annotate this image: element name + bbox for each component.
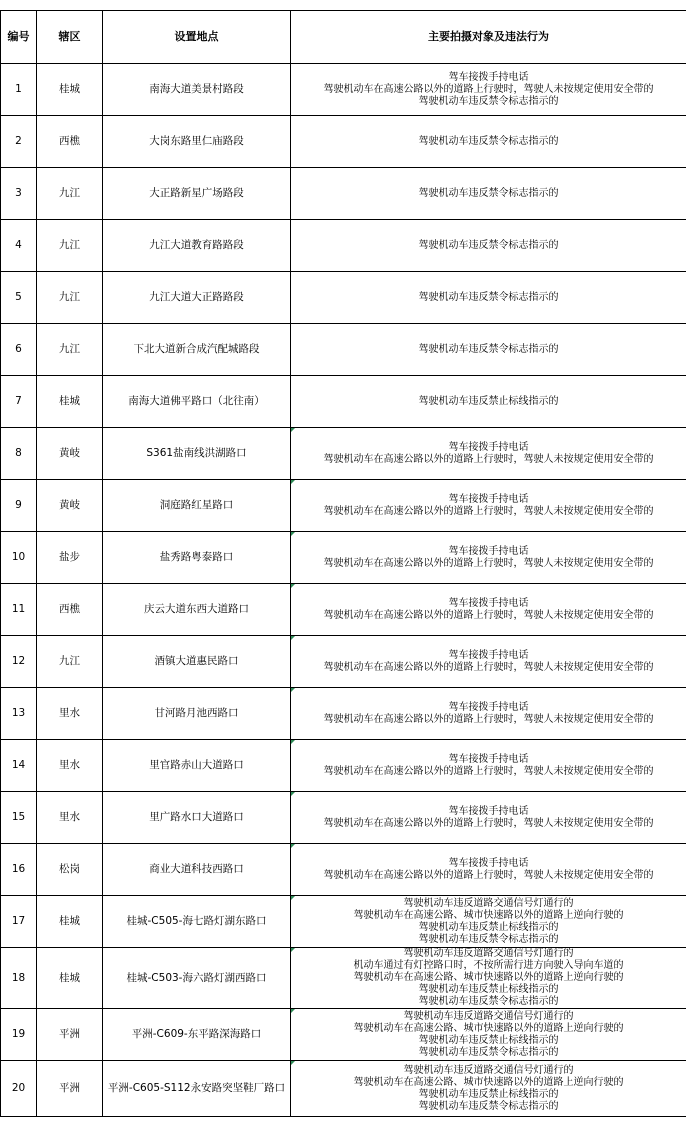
behavior-line: 驾驶机动车在高速公路以外的道路上行驶时，驾驶人未按规定使用安全带的 [323, 609, 654, 621]
behavior-line: 驾驶机动车违反禁令标志指示的 [418, 135, 559, 147]
behavior-line: 驾驶机动车违反禁止标线指示的 [418, 1088, 559, 1100]
cell-behavior [291, 168, 686, 220]
cell-behavior [291, 1061, 686, 1117]
cell-location: 里广路水口大道路口 [103, 792, 291, 844]
cell-location: 盐秀路粤泰路口 [103, 532, 291, 584]
table-row [1, 740, 686, 792]
cell-location: 甘河路月池西路口 [103, 688, 291, 740]
behavior-line: 驾驶机动车在高速公路以外的道路上行驶时，驾驶人未按规定使用安全带的 [323, 83, 654, 95]
behavior-line: 驾驶机动车在高速公路以外的道路上行驶时，驾驶人未按规定使用安全带的 [323, 453, 654, 465]
behavior-line: 驾车接拨手持电话 [448, 701, 529, 713]
cell-no: 13 [1, 688, 37, 740]
behavior-line: 驾车接拨手持电话 [448, 545, 529, 557]
behavior-line: 驾驶机动车违反禁令标志指示的 [418, 343, 559, 355]
behavior-line: 驾驶机动车在高速公路、城市快速路以外的道路上逆向行驶的 [353, 909, 624, 921]
cell-behavior [291, 1009, 686, 1061]
cell-no: 20 [1, 1061, 37, 1117]
table-row [1, 688, 686, 740]
behavior-line: 驾车接拨手持电话 [448, 857, 529, 869]
cell-no: 16 [1, 844, 37, 896]
behavior-line: 驾驶机动车在高速公路以外的道路上行驶时，驾驶人未按规定使用安全带的 [323, 765, 654, 777]
behavior-line: 驾车接拨手持电话 [448, 805, 529, 817]
behavior-line: 驾车接拨手持电话 [448, 597, 529, 609]
table-row [1, 480, 686, 532]
cell-behavior [291, 64, 686, 116]
table-row [1, 844, 686, 896]
table-header-row [1, 11, 686, 64]
behavior-line: 驾驶机动车违反禁令标志指示的 [418, 1100, 559, 1112]
behavior-line: 驾驶机动车在高速公路以外的道路上行驶时，驾驶人未按规定使用安全带的 [323, 661, 654, 673]
behavior-line: 驾驶机动车违反禁令标志指示的 [418, 996, 559, 1007]
cell-area: 平洲 [37, 1061, 103, 1117]
cell-area: 九江 [37, 220, 103, 272]
table-row [1, 428, 686, 480]
table-row [1, 168, 686, 220]
cell-no: 5 [1, 272, 37, 324]
table-row [1, 584, 686, 636]
cell-area: 盐步 [37, 532, 103, 584]
cell-behavior [291, 480, 686, 532]
table-row [1, 324, 686, 376]
cell-behavior [291, 220, 686, 272]
cell-location: 商业大道科技西路口 [103, 844, 291, 896]
behavior-line: 驾车接拨手持电话 [448, 493, 529, 505]
behavior-line: 驾驶机动车在高速公路、城市快速路以外的道路上逆向行驶的 [353, 1022, 624, 1034]
cell-area: 西樵 [37, 584, 103, 636]
cell-location: 大正路新星广场路段 [103, 168, 291, 220]
behavior-line: 驾驶机动车违反道路交通信号灯通行的 [403, 1064, 574, 1076]
header-no: 编号 [1, 11, 37, 64]
behavior-line: 驾驶机动车违反禁令标志指示的 [418, 1046, 559, 1058]
cell-location: 桂城-C505-海七路灯湖东路口 [103, 896, 291, 948]
table-row [1, 532, 686, 584]
behavior-line: 驾驶机动车在高速公路、城市快速路以外的道路上逆向行驶的 [353, 1076, 624, 1088]
table-row [1, 220, 686, 272]
cell-no: 1 [1, 64, 37, 116]
cell-no: 4 [1, 220, 37, 272]
cell-location: 洞庭路红星路口 [103, 480, 291, 532]
cell-area: 九江 [37, 324, 103, 376]
behavior-line: 驾驶机动车违反禁止标线指示的 [418, 395, 559, 407]
header-behavior: 主要拍摄对象及违法行为 [291, 11, 686, 64]
cell-location: 庆云大道东西大道路口 [103, 584, 291, 636]
cell-no: 7 [1, 376, 37, 428]
cell-no: 3 [1, 168, 37, 220]
cell-no: 9 [1, 480, 37, 532]
behavior-line: 驾驶机动车违反禁止标线指示的 [418, 921, 559, 933]
table-row [1, 896, 686, 948]
cell-behavior [291, 896, 686, 948]
cell-behavior [291, 376, 686, 428]
cell-area: 里水 [37, 740, 103, 792]
behavior-line: 驾驶机动车在高速公路以外的道路上行驶时，驾驶人未按规定使用安全带的 [323, 505, 654, 517]
table-row [1, 376, 686, 428]
cell-area: 里水 [37, 792, 103, 844]
cell-location: 里官路赤山大道路口 [103, 740, 291, 792]
table-row [1, 116, 686, 168]
cell-area: 黄岐 [37, 480, 103, 532]
cell-location: 下北大道新合成汽配城路段 [103, 324, 291, 376]
cell-area: 黄岐 [37, 428, 103, 480]
cell-behavior [291, 324, 686, 376]
cell-area: 平洲 [37, 1009, 103, 1061]
behavior-line: 驾驶机动车违反禁令标志指示的 [418, 95, 559, 107]
cell-no: 14 [1, 740, 37, 792]
cell-area: 桂城 [37, 948, 103, 1009]
header-area: 辖区 [37, 11, 103, 64]
cell-location: 九江大道教育路路段 [103, 220, 291, 272]
header-location: 设置地点 [103, 11, 291, 64]
cell-location: 大岗东路里仁庙路段 [103, 116, 291, 168]
cell-behavior [291, 844, 686, 896]
behavior-line: 驾驶机动车违反禁令标志指示的 [418, 187, 559, 199]
cell-behavior [291, 428, 686, 480]
table-row [1, 1009, 686, 1061]
behavior-line: 驾驶机动车违反禁止标线指示的 [418, 1034, 559, 1046]
behavior-line: 驾车接拨手持电话 [448, 753, 529, 765]
behavior-line: 驾驶机动车违反禁令标志指示的 [418, 291, 559, 303]
behavior-line: 驾驶机动车违反禁止标线指示的 [418, 984, 559, 995]
cell-location: 桂城-C503-海六路灯湖西路口 [103, 948, 291, 1009]
behavior-line: 驾驶机动车在高速公路以外的道路上行驶时，驾驶人未按规定使用安全带的 [323, 713, 654, 725]
cell-no: 17 [1, 896, 37, 948]
behavior-line: 驾车接拨手持电话 [448, 441, 529, 453]
cell-area: 里水 [37, 688, 103, 740]
behavior-line: 驾驶机动车在高速公路以外的道路上行驶时，驾驶人未按规定使用安全带的 [323, 869, 654, 881]
table-row [1, 272, 686, 324]
behavior-line: 驾驶机动车在高速公路以外的道路上行驶时，驾驶人未按规定使用安全带的 [323, 557, 654, 569]
behavior-line: 驾车接拨手持电话 [448, 71, 529, 83]
cell-behavior [291, 584, 686, 636]
cell-behavior [291, 688, 686, 740]
cell-behavior [291, 740, 686, 792]
cell-behavior [291, 948, 686, 1009]
cell-behavior [291, 792, 686, 844]
behavior-line: 驾驶机动车违反禁令标志指示的 [418, 933, 559, 945]
cell-area: 九江 [37, 168, 103, 220]
cell-area: 西樵 [37, 116, 103, 168]
table-row [1, 1061, 686, 1117]
cell-location: S361盐南线洪湖路口 [103, 428, 291, 480]
cell-area: 九江 [37, 272, 103, 324]
behavior-line: 驾驶机动车违反道路交通信号灯通行的 [403, 897, 574, 909]
camera-locations-table [0, 10, 686, 1117]
cell-no: 18 [1, 948, 37, 1009]
cell-no: 2 [1, 116, 37, 168]
cell-area: 桂城 [37, 896, 103, 948]
behavior-line: 驾驶机动车在高速公路以外的道路上行驶时，驾驶人未按规定使用安全带的 [323, 817, 654, 829]
cell-location: 平洲-C605-S112永安路突坚鞋厂路口 [103, 1061, 291, 1117]
cell-location: 南海大道佛平路口（北往南） [103, 376, 291, 428]
cell-no: 11 [1, 584, 37, 636]
cell-no: 8 [1, 428, 37, 480]
cell-no: 15 [1, 792, 37, 844]
behavior-line: 驾车接拨手持电话 [448, 649, 529, 661]
behavior-line: 驾驶机动车在高速公路、城市快速路以外的道路上逆向行驶的 [353, 972, 624, 983]
cell-behavior [291, 636, 686, 688]
table-row [1, 948, 686, 1009]
cell-behavior [291, 116, 686, 168]
cell-location: 九江大道大正路路段 [103, 272, 291, 324]
cell-area: 松岗 [37, 844, 103, 896]
cell-location: 南海大道美景村路段 [103, 64, 291, 116]
table-body [1, 64, 686, 1117]
cell-behavior [291, 272, 686, 324]
cell-no: 12 [1, 636, 37, 688]
cell-location: 平洲-C609-东平路深海路口 [103, 1009, 291, 1061]
cell-no: 19 [1, 1009, 37, 1061]
table-row [1, 792, 686, 844]
cell-no: 6 [1, 324, 37, 376]
behavior-line: 驾驶机动车违反道路交通信号灯通行的 [403, 1010, 574, 1022]
cell-area: 桂城 [37, 376, 103, 428]
cell-location: 酒镇大道惠民路口 [103, 636, 291, 688]
behavior-line: 驾驶机动车违反道路交通信号灯通行的 [403, 948, 574, 959]
behavior-line: 驾驶机动车违反禁令标志指示的 [418, 239, 559, 251]
cell-area: 九江 [37, 636, 103, 688]
cell-behavior [291, 532, 686, 584]
cell-area: 桂城 [37, 64, 103, 116]
behavior-line: 机动车通过有灯控路口时，不按所需行进方向驶入导向车道的 [353, 960, 624, 971]
table-row [1, 64, 686, 116]
cell-no: 10 [1, 532, 37, 584]
table-row [1, 636, 686, 688]
